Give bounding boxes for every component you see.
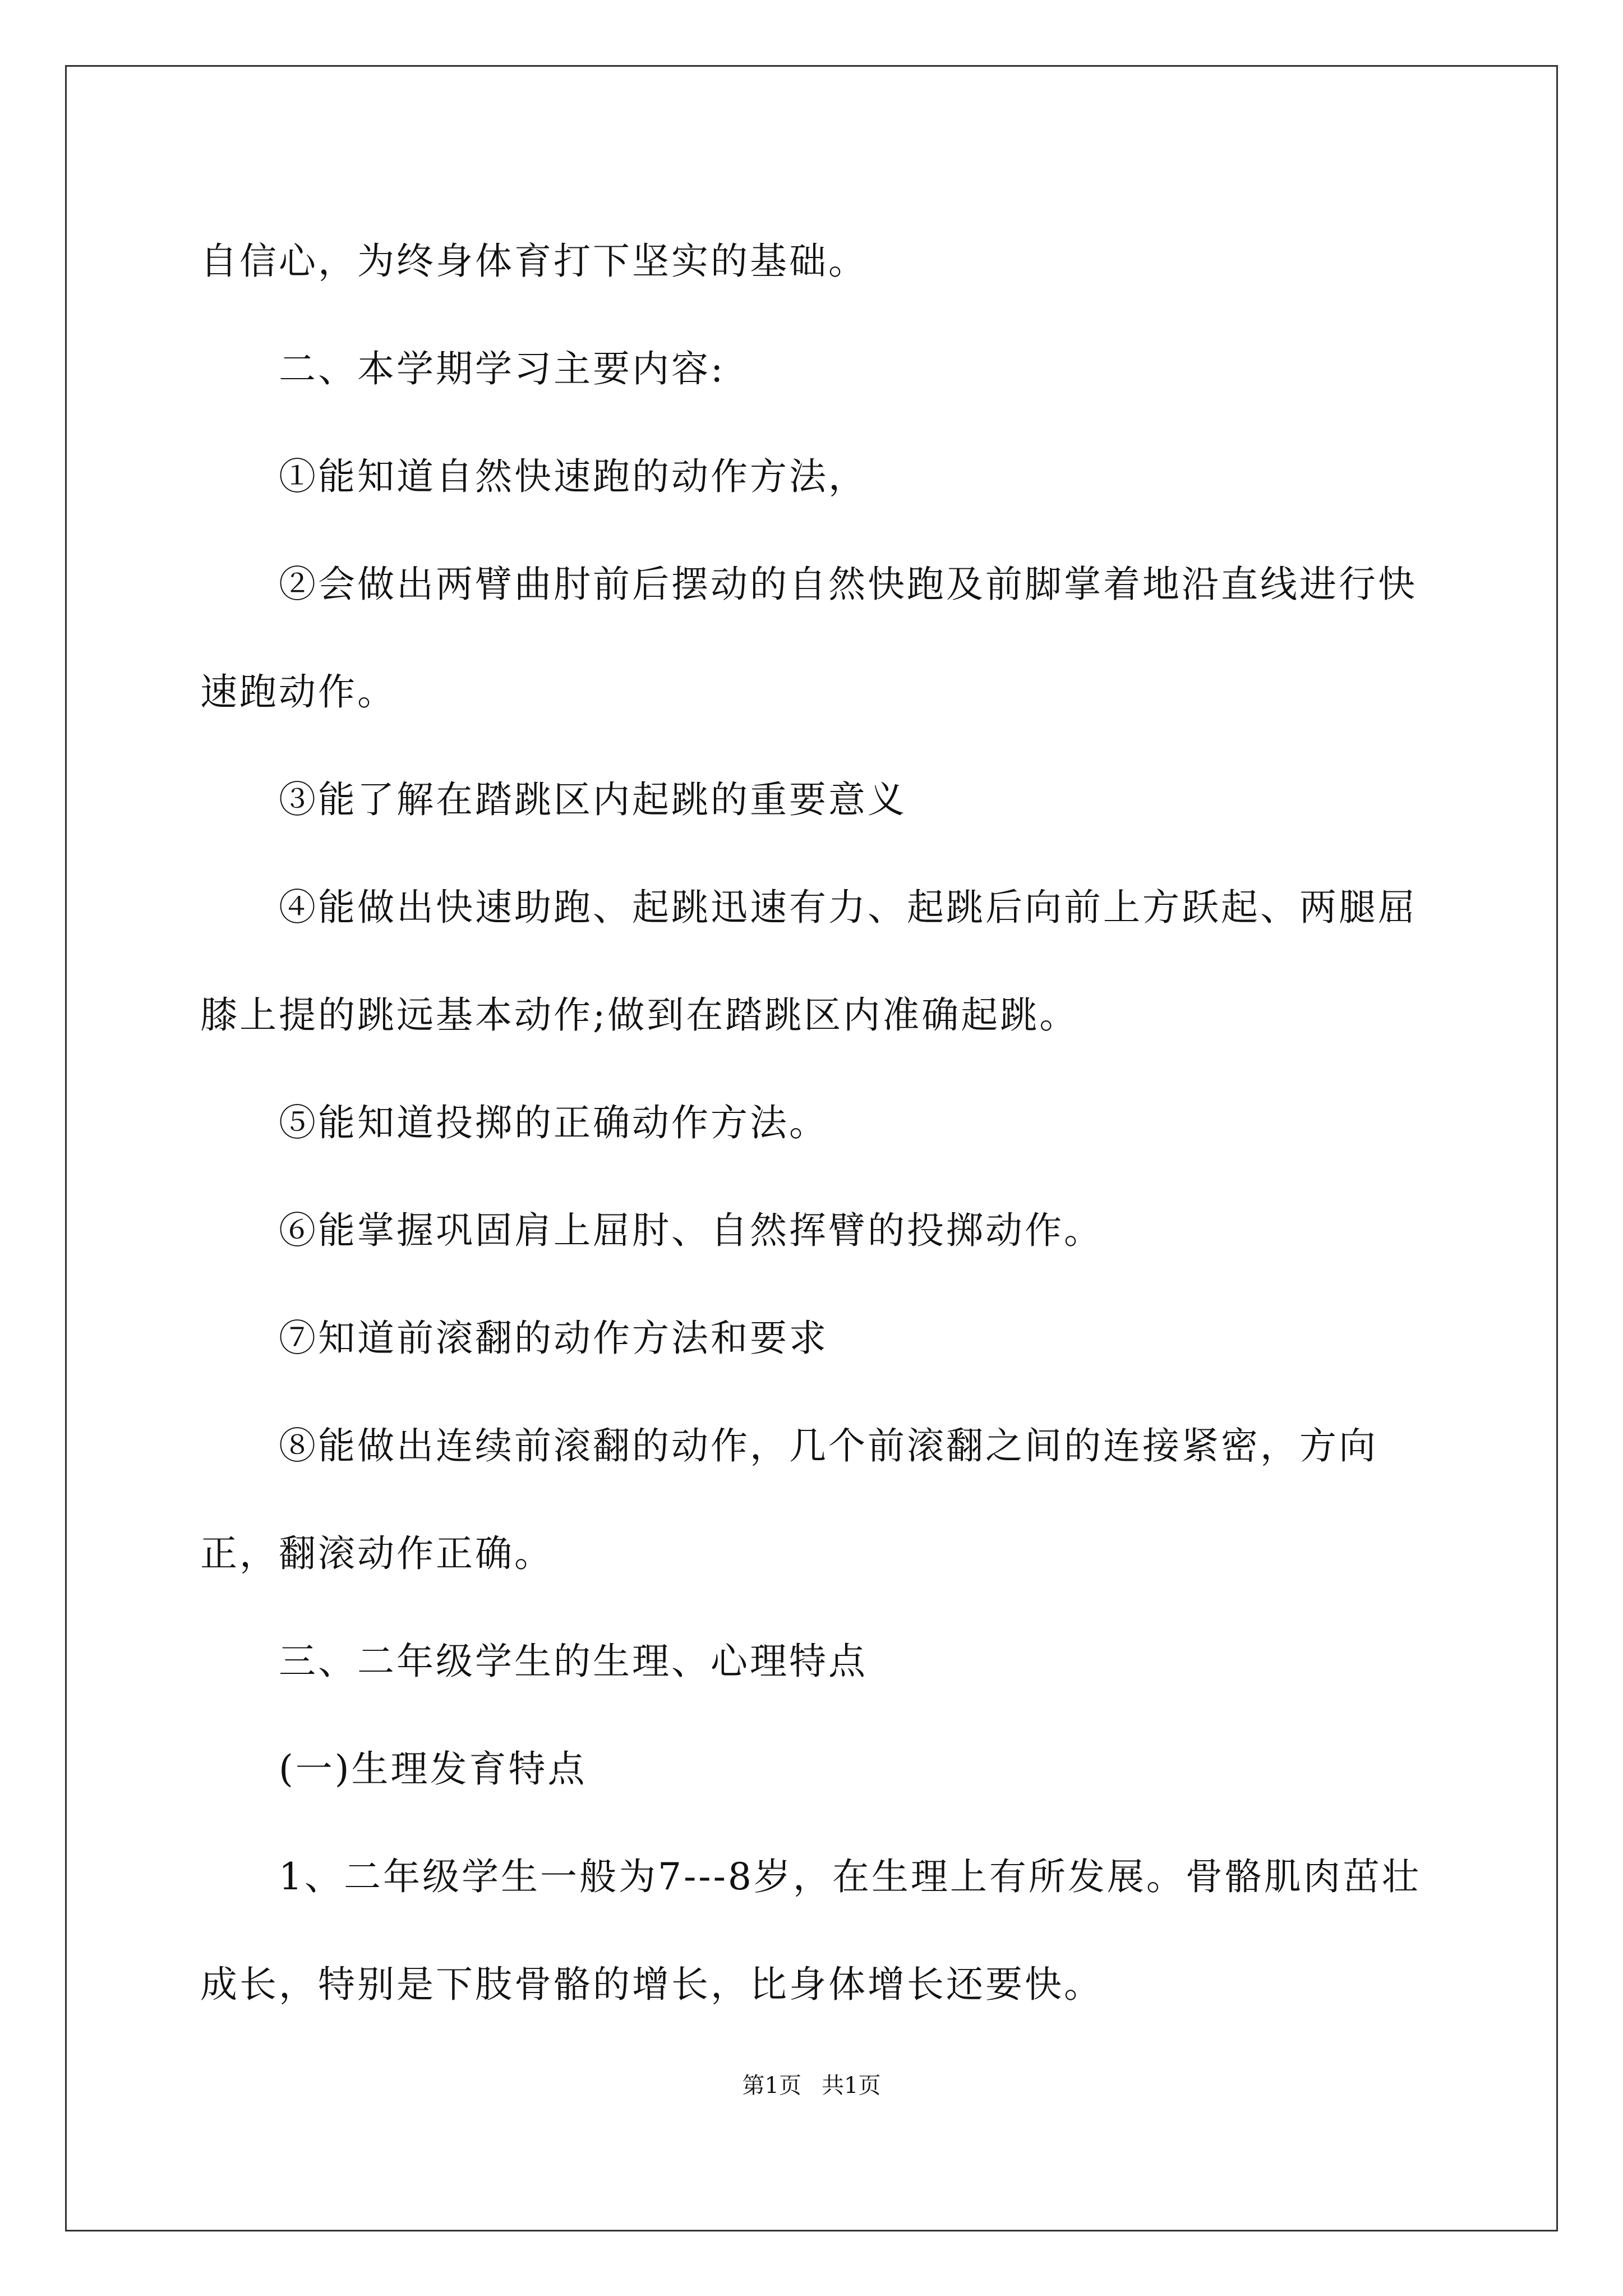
paragraph-6: ④能做出快速助跑、起跳迅速有力、起跳后向前上方跃起、两腿屈膝上提的跳远基本动作;做到在踏跳区内准确起跳。 <box>200 886 1417 1037</box>
page-total: 共1页 <box>822 2073 881 2099</box>
paragraph-12: (一)生理发育特点 <box>279 1747 587 1791</box>
document-body <box>200 208 1434 2039</box>
paragraph-10: ⑧能做出连续前滚翻的动作，几个前滚翻之间的连接紧密，方向正，翻滚动作正确。 <box>200 1424 1378 1575</box>
paragraph-13: 1、二年级学生一般为7---8岁，在生理上有所发展。骨骼肌肉茁壮成长，特别是下肢骨骼的增长，比身体增长还要快。 <box>200 1855 1421 2006</box>
paragraph-3: ①能知道自然快速跑的动作方法， <box>279 455 868 498</box>
paragraph-4: ②会做出两臂曲肘前后摆动的自然快跑及前脚掌着地沿直线进行快速跑动作。 <box>200 563 1417 714</box>
paragraph-2: 二、本学期学习主要内容: <box>279 347 726 390</box>
page-footer <box>0 2069 1623 2102</box>
paragraph-11: 三、二年级学生的生理、心理特点 <box>279 1640 868 1683</box>
paragraph-5: ③能了解在踏跳区内起跳的重要意义 <box>279 778 907 821</box>
paragraph-7: ⑤能知道投掷的正确动作方法。 <box>279 1101 828 1144</box>
paragraph-1: 自信心，为终身体育打下坚实的基础。 <box>200 240 868 283</box>
paragraph-9: ⑦知道前滚翻的动作方法和要求 <box>279 1317 828 1360</box>
page-number: 第1页 <box>742 2073 801 2099</box>
paragraph-8: ⑥能掌握巩固肩上屈肘、自然挥臂的投掷动作。 <box>279 1209 1103 1252</box>
